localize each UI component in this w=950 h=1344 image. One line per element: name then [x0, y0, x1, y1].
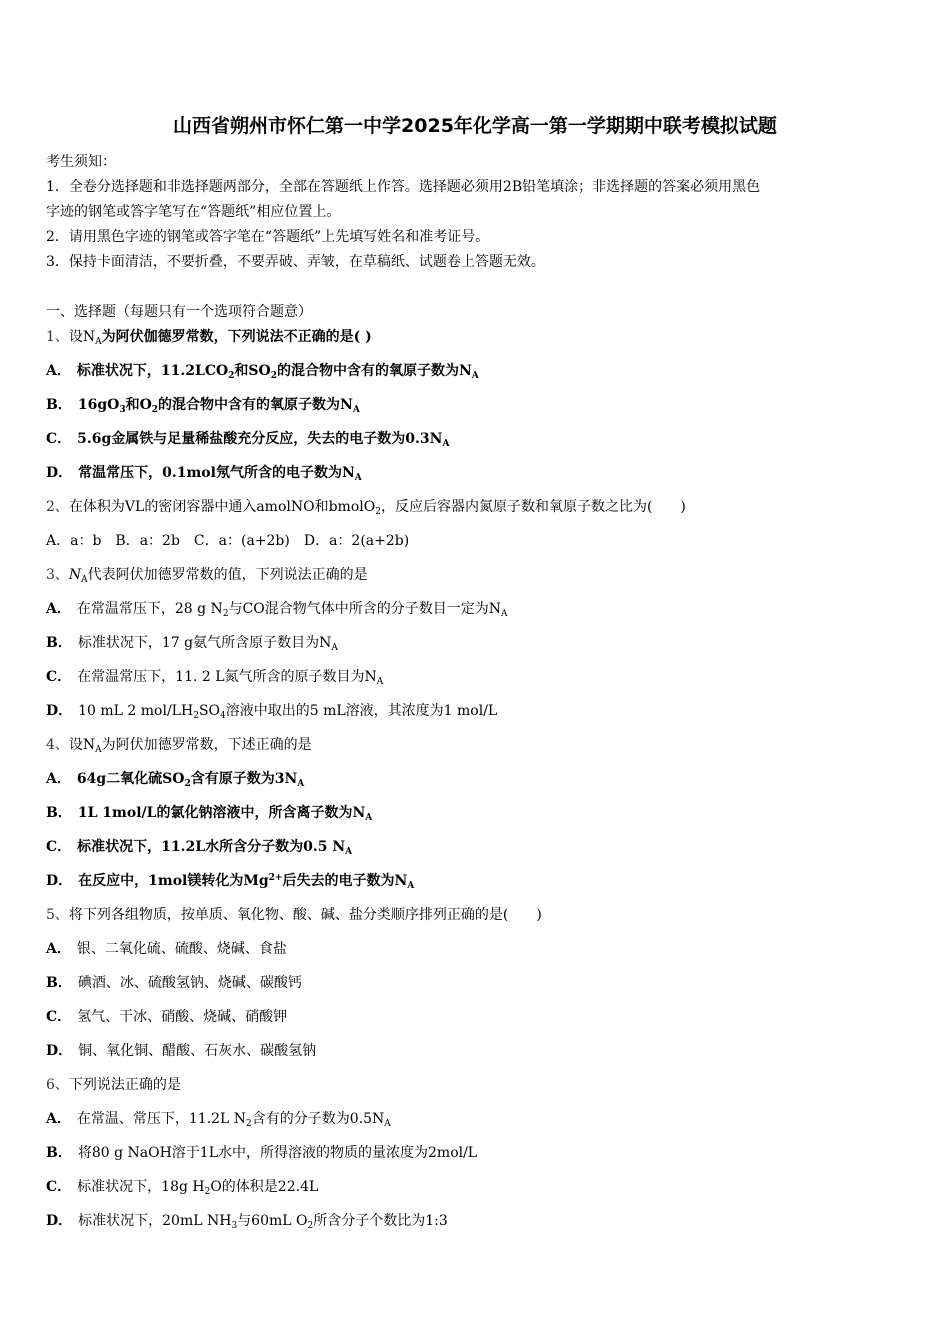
subscript: 2 — [375, 507, 381, 517]
option-text: 溶液中取出的5 mL溶液，其浓度为1 mol/L — [225, 703, 498, 719]
option-label: D． — [46, 873, 73, 889]
stem-text: N — [68, 567, 82, 583]
option-text: 在常温常压下，11. 2 L氮气所含的原子数目为N — [77, 669, 377, 685]
option-text: 碘酒、冰、硫酸氢钠、烧碱、碳酸钙 — [77, 975, 302, 991]
question-6-option-a[interactable] — [46, 1107, 916, 1131]
option-text: 铜、氧化铜、醋酸、石灰水、碳酸氢钠 — [78, 1043, 317, 1059]
subscript: 2 — [193, 711, 199, 721]
option-text: 在反应中，1mol镁转化为Mg — [78, 873, 269, 889]
stem-text: 在体积为VL的密闭容器中通入amolNO和bmolO — [68, 499, 376, 515]
superscript: 2+ — [268, 873, 283, 883]
option-label: A． — [46, 1111, 71, 1127]
option-text: 64g二氧化硫SO — [76, 771, 185, 787]
subscript: 2 — [151, 405, 159, 415]
option-text: 常温常压下，0.1mol氖气所含的电子数为N — [78, 465, 355, 481]
question-2-stem — [46, 495, 916, 519]
option-label: D． — [46, 1043, 73, 1059]
option-label: D． — [46, 465, 73, 481]
option-text: 含有的分子数为0.5N — [251, 1111, 385, 1127]
subscript: A — [407, 881, 415, 891]
subscript: A — [501, 609, 508, 619]
option-text: 标准状况下，11.2L水所含分子数为0.5 N — [77, 839, 346, 855]
option-label: C． — [46, 669, 72, 685]
option-text: 标准状况下，17 g氨气所含原子数目为N — [77, 635, 332, 651]
question-6-stem — [46, 1073, 916, 1097]
subscript: A — [352, 405, 360, 415]
subscript: 2 — [184, 779, 191, 789]
question-1-stem — [46, 325, 916, 349]
question-3-option-b[interactable] — [46, 631, 916, 655]
stem-text: ，反应后容器内氮原子数和氧原子数之比为( ) — [380, 499, 686, 515]
question-1-option-a[interactable] — [46, 359, 916, 383]
option-text: 标准状况下，20mL NH — [78, 1213, 232, 1229]
option-label: B． — [46, 1145, 72, 1161]
subscript: A — [442, 439, 450, 449]
option-label: B． — [46, 975, 72, 991]
option-label: B． — [46, 805, 72, 821]
option-text: 16gO — [77, 397, 120, 413]
option-label: C． — [46, 1179, 72, 1195]
stem-text: 将下列各组物质，按单质、氧化物、酸、碱、盐分类顺序排列正确的是( ) — [68, 907, 542, 923]
option-label: C． — [46, 1009, 72, 1025]
notice-item-3: 3．保持卡面清洁，不要折叠，不要弄破、弄皱，在草稿纸、试题卷上答题无效。 — [46, 254, 545, 270]
question-1-option-c[interactable] — [46, 427, 916, 451]
subscript: 4 — [220, 711, 226, 721]
question-3-stem — [46, 563, 916, 587]
option-text: 1L 1mol/L的氯化钠溶液中，所含离子数为N — [77, 805, 366, 821]
option-text: 与CO混合物气体中所含的分子数目一定为N — [228, 601, 501, 617]
option-label: C． — [46, 839, 72, 855]
subscript: 2 — [270, 371, 277, 381]
stem-text: 为阿伏加德罗常数，下述正确的是 — [101, 737, 312, 753]
subscript: 2 — [307, 1221, 314, 1231]
question-5-option-a[interactable] — [46, 937, 916, 961]
subscript: 2 — [228, 371, 235, 381]
question-2-options[interactable]: A．a：b B．a：2b C．a：(a+2b) D．a：2(a+2b) — [46, 533, 410, 549]
question-5-option-c[interactable] — [46, 1005, 916, 1029]
option-text: 在常温常压下，28 g N — [76, 601, 223, 617]
option-text: 氢气、干冰、硝酸、烧碱、硝酸钾 — [77, 1009, 288, 1025]
subscript: A — [376, 677, 384, 687]
subscript: A — [354, 473, 362, 483]
subscript: 3 — [119, 405, 126, 415]
subscript: A — [95, 337, 102, 347]
option-label: A． — [46, 941, 71, 957]
option-text: 后失去的电子数为N — [282, 873, 408, 889]
option-text: 在常温、常压下，11.2L N — [76, 1111, 247, 1127]
option-text: 的混合物中含有的氧原子数为N — [158, 397, 353, 413]
subscript: 2 — [246, 1119, 252, 1129]
question-6-option-c[interactable] — [46, 1175, 916, 1199]
stem-text: 设N — [68, 329, 96, 345]
question-1-option-d[interactable] — [46, 461, 916, 485]
question-3-option-a[interactable] — [46, 597, 916, 621]
question-5-option-d[interactable] — [46, 1039, 916, 1063]
option-text: 与60mL O — [237, 1213, 308, 1229]
question-3-option-d[interactable] — [46, 699, 916, 723]
notice-item-2: 2．请用黑色字迹的钢笔或答字笔在“答题纸”上先填写姓名和准考证号。 — [46, 229, 490, 245]
option-text: 5.6g金属铁与足量稀盐酸充分反应，失去的电子数为0.3N — [77, 431, 443, 447]
stem-text: 下列说法正确的是 — [68, 1077, 181, 1093]
option-label: A． — [46, 771, 71, 787]
question-5-stem — [46, 903, 916, 927]
option-label: A． — [46, 601, 71, 617]
subscript: A — [81, 575, 88, 585]
subscript: 3 — [231, 1221, 238, 1231]
option-text: 含有原子数为3N — [190, 771, 298, 787]
subscript: 2 — [222, 609, 229, 619]
page-title: 山西省朔州市怀仁第一中学2025年化学高一第一学期期中联考模拟试题 — [173, 115, 777, 137]
subscript: A — [95, 745, 102, 755]
option-label: B． — [46, 635, 72, 651]
option-text: 标准状况下，11.2LCO — [76, 363, 229, 379]
option-text: 银、二氧化硫、硫酸、烧碱、食盐 — [76, 941, 287, 957]
option-text: 和O — [125, 397, 152, 413]
question-1-option-b[interactable] — [46, 393, 916, 417]
option-text: SO — [198, 703, 221, 719]
stem-text: 代表阿伏加德罗常数的值，下列说法正确的是 — [87, 567, 368, 583]
question-number: 3、 — [46, 567, 69, 583]
question-6-option-b[interactable] — [46, 1141, 916, 1165]
option-text: 的混合物中含有的氧原子数为N — [277, 363, 472, 379]
question-4-option-d[interactable] — [46, 869, 916, 893]
question-number: 6、 — [46, 1077, 69, 1093]
option-text: 所含分子个数比为1:3 — [313, 1213, 448, 1229]
question-4-stem — [46, 733, 916, 757]
option-label: D． — [46, 703, 73, 719]
notice-item-1: 1．全卷分选择题和非选择题两部分，全部在答题纸上作答。选择题必须用2B铅笔填涂；非选择题的答案必须用黑色 — [46, 179, 761, 195]
stem-text: 设N — [68, 737, 96, 753]
option-text: 10 mL 2 mol/LH — [78, 703, 194, 719]
stem-text: 为阿伏伽德罗常数，下列说法不正确的是( ) — [101, 329, 372, 345]
subscript: A — [345, 847, 353, 857]
subscript: A — [297, 779, 305, 789]
option-text: O的体积是22.4L — [210, 1179, 319, 1195]
subscript: A — [365, 813, 373, 823]
question-5-option-b[interactable] — [46, 971, 916, 995]
option-label: D． — [46, 1213, 73, 1229]
question-number: 5、 — [46, 907, 69, 923]
option-text: 和SO — [234, 363, 271, 379]
question-number: 2、 — [46, 499, 69, 515]
option-text: 将80 g NaOH溶于1L水中，所得溶液的物质的量浓度为2mol/L — [77, 1145, 478, 1161]
subscript: A — [471, 371, 479, 381]
question-4-option-a[interactable] — [46, 767, 916, 791]
question-6-option-d[interactable] — [46, 1209, 916, 1233]
question-number: 1、 — [46, 329, 69, 345]
question-4-option-b[interactable] — [46, 801, 916, 825]
option-label: C． — [46, 431, 72, 447]
question-3-option-c[interactable] — [46, 665, 916, 689]
section-heading: 一、选择题（每题只有一个选项符合题意） — [46, 304, 312, 320]
option-label: A． — [46, 363, 71, 379]
question-4-option-c[interactable] — [46, 835, 916, 859]
subscript: 2 — [204, 1187, 211, 1197]
notice-heading: 考生须知： — [46, 154, 116, 170]
option-label: B． — [46, 397, 72, 413]
subscript: A — [331, 643, 338, 653]
subscript: A — [384, 1119, 391, 1129]
notice-item-1-cont: 字迹的钢笔或答字笔写在“答题纸”相应位置上。 — [46, 204, 341, 220]
option-text: 标准状况下，18g H — [77, 1179, 205, 1195]
question-number: 4、 — [46, 737, 69, 753]
